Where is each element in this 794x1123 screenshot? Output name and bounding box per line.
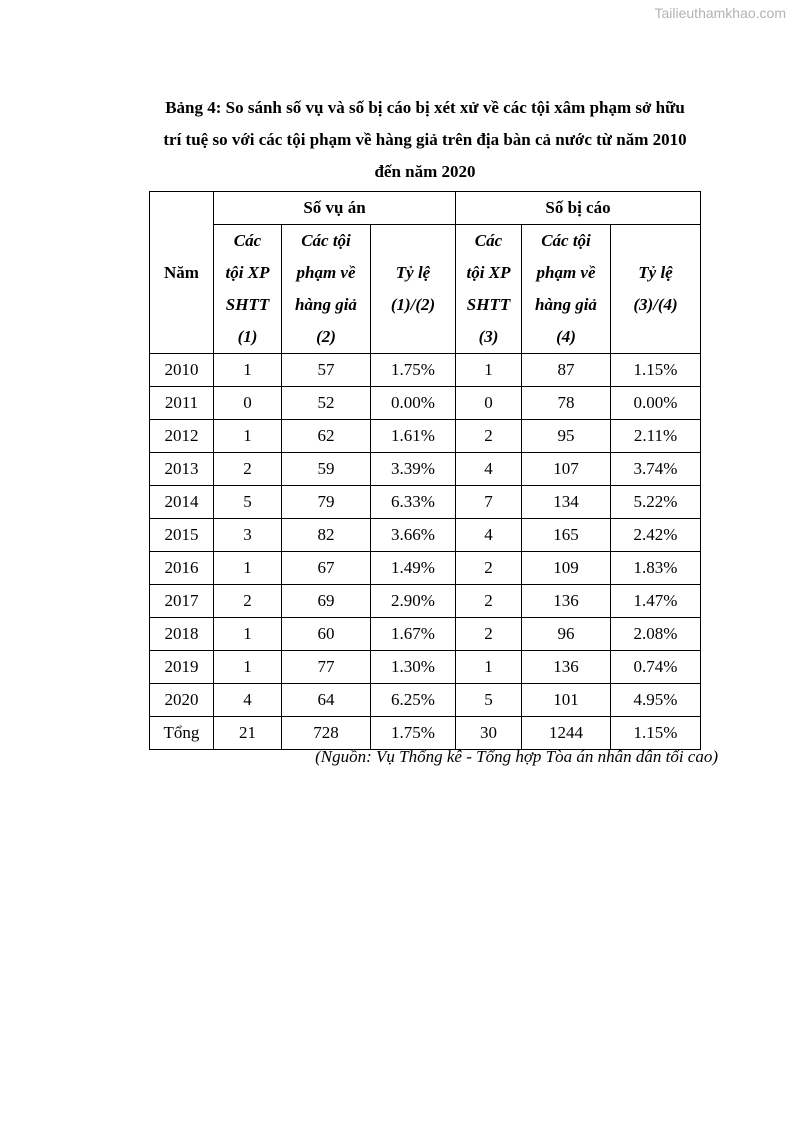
- ratio-cases-cell: 1.30%: [371, 651, 456, 684]
- counterfeit-defendants-cell: 136: [522, 651, 611, 684]
- counterfeit-defendants-cell: 134: [522, 486, 611, 519]
- table-row: [150, 519, 701, 552]
- counterfeit-cases-cell: 77: [282, 651, 371, 684]
- header-line: tội XP: [466, 263, 511, 282]
- counterfeit-cases-cell: 52: [282, 387, 371, 420]
- defendants-group-header: Số bị cáo: [456, 192, 701, 225]
- header-line: Tỷ lệ: [638, 263, 673, 282]
- total-row: [150, 717, 701, 750]
- ratio-cases-cell: 2.90%: [371, 585, 456, 618]
- counterfeit-defendants-cell: 136: [522, 585, 611, 618]
- header-line: SHTT: [466, 295, 511, 314]
- counterfeit-cases-cell: 57: [282, 354, 371, 387]
- ipr-cases-cell: 1: [214, 651, 282, 684]
- ratio-defendants-cell: 2.08%: [611, 618, 701, 651]
- ratio-defendants-cell: 4.95%: [611, 684, 701, 717]
- year-cell: 2010: [150, 354, 214, 387]
- header-line: (1)/(2): [390, 295, 436, 314]
- counterfeit-defendants-cell: 78: [522, 387, 611, 420]
- table-row: [150, 354, 701, 387]
- col-ipr-defendants-header: [456, 225, 522, 354]
- ipr-cases-cell: 0: [214, 387, 282, 420]
- counterfeit-defendants-cell: 96: [522, 618, 611, 651]
- table-row: [150, 552, 701, 585]
- header-row-columns: [150, 225, 701, 354]
- col-ipr-cases-header: [214, 225, 282, 354]
- year-cell: 2012: [150, 420, 214, 453]
- ratio-defendants-cell: 1.47%: [611, 585, 701, 618]
- header-line: hàng giả: [535, 295, 597, 314]
- ratio-defendants-cell: 1.15%: [611, 354, 701, 387]
- table-row: [150, 684, 701, 717]
- header-line: (3): [478, 327, 499, 346]
- year-cell: 2019: [150, 651, 214, 684]
- col-ratio-defendants-header: [611, 225, 701, 354]
- header-line: Các: [233, 231, 262, 250]
- col-ratio-cases-header: [371, 225, 456, 354]
- header-line: tội XP: [225, 263, 270, 282]
- ipr-cases-cell: 1: [214, 618, 282, 651]
- counterfeit-cases-cell: 62: [282, 420, 371, 453]
- ratio-defendants-cell: 0.00%: [611, 387, 701, 420]
- col-counterfeit-cases-header: [282, 225, 371, 354]
- header-line: phạm về: [296, 263, 356, 282]
- table-row: [150, 618, 701, 651]
- header-row-groups: [150, 192, 701, 225]
- year-cell: 2013: [150, 453, 214, 486]
- ratio-cases-cell: 1.67%: [371, 618, 456, 651]
- title-line-3: đến năm 2020: [374, 162, 476, 181]
- ipr-defendants-cell: 1: [456, 354, 522, 387]
- table-row: [150, 651, 701, 684]
- counterfeit-cases-cell: 82: [282, 519, 371, 552]
- ratio-defendants-cell: 1.83%: [611, 552, 701, 585]
- ratio-cases-cell: 3.66%: [371, 519, 456, 552]
- header-line: (1): [237, 327, 258, 346]
- table-row: [150, 486, 701, 519]
- year-cell: 2017: [150, 585, 214, 618]
- year-header: Năm: [150, 192, 214, 354]
- ratio-defendants-cell: 5.22%: [611, 486, 701, 519]
- ratio-cases-cell: 1.61%: [371, 420, 456, 453]
- year-cell: 2018: [150, 618, 214, 651]
- header-line: (2): [316, 327, 336, 346]
- ipr-defendants-cell: 1: [456, 651, 522, 684]
- cases-group-header: Số vụ án: [214, 192, 456, 225]
- ratio-defendants-cell: 0.74%: [611, 651, 701, 684]
- counterfeit-defendants-cell: 101: [522, 684, 611, 717]
- ratio-defendants-cell: 2.11%: [611, 420, 701, 453]
- ipr-cases-cell: 1: [214, 354, 282, 387]
- total-label: Tổng: [150, 717, 214, 750]
- header-line: (3)/(4): [633, 295, 678, 314]
- header-line: SHTT: [225, 295, 270, 314]
- total-counterfeit-defendants-cell: 1244: [522, 717, 611, 750]
- ratio-defendants-cell: 3.74%: [611, 453, 701, 486]
- counterfeit-cases-cell: 59: [282, 453, 371, 486]
- ipr-cases-cell: 2: [214, 585, 282, 618]
- counterfeit-defendants-cell: 107: [522, 453, 611, 486]
- year-cell: 2014: [150, 486, 214, 519]
- total-counterfeit-cases-cell: 728: [282, 717, 371, 750]
- ratio-cases-cell: 6.25%: [371, 684, 456, 717]
- counterfeit-cases-cell: 79: [282, 486, 371, 519]
- table-row: [150, 387, 701, 420]
- ratio-cases-cell: 0.00%: [371, 387, 456, 420]
- ipr-cases-cell: 3: [214, 519, 282, 552]
- ratio-cases-cell: 1.49%: [371, 552, 456, 585]
- ipr-defendants-cell: 4: [456, 519, 522, 552]
- year-cell: 2011: [150, 387, 214, 420]
- header-line: Các tội: [301, 231, 351, 250]
- title-line-1: Bảng 4: So sánh số vụ và số bị cáo bị xét xử về các tội xâm phạm sở hữu: [165, 98, 685, 117]
- table-row: [150, 453, 701, 486]
- year-cell: 2020: [150, 684, 214, 717]
- total-ipr-defendants-cell: 30: [456, 717, 522, 750]
- ipr-defendants-cell: 0: [456, 387, 522, 420]
- ratio-cases-cell: 1.75%: [371, 354, 456, 387]
- counterfeit-cases-cell: 64: [282, 684, 371, 717]
- table-row: [150, 585, 701, 618]
- header-line: Tỷ lệ: [395, 263, 431, 282]
- header-line: Các: [474, 231, 503, 250]
- counterfeit-defendants-cell: 87: [522, 354, 611, 387]
- col-counterfeit-defendants-header: [522, 225, 611, 354]
- header-line: (4): [556, 327, 576, 346]
- ipr-defendants-cell: 2: [456, 585, 522, 618]
- ipr-cases-cell: 1: [214, 552, 282, 585]
- ratio-defendants-cell: 2.42%: [611, 519, 701, 552]
- ratio-cases-cell: 6.33%: [371, 486, 456, 519]
- total-ipr-cases-cell: 21: [214, 717, 282, 750]
- ipr-defendants-cell: 2: [456, 552, 522, 585]
- year-cell: 2015: [150, 519, 214, 552]
- counterfeit-cases-cell: 67: [282, 552, 371, 585]
- ipr-defendants-cell: 7: [456, 486, 522, 519]
- ratio-cases-cell: 3.39%: [371, 453, 456, 486]
- ipr-cases-cell: 2: [214, 453, 282, 486]
- counterfeit-defendants-cell: 165: [522, 519, 611, 552]
- ipr-cases-cell: 4: [214, 684, 282, 717]
- total-ratio-defendants-cell: 1.15%: [611, 717, 701, 750]
- ipr-cases-cell: 1: [214, 420, 282, 453]
- title-line-2: trí tuệ so với các tội phạm về hàng giả trên địa bàn cả nước từ năm 2010: [163, 130, 687, 149]
- counterfeit-cases-cell: 69: [282, 585, 371, 618]
- ipr-cases-cell: 5: [214, 486, 282, 519]
- header-line: phạm về: [536, 263, 596, 282]
- table-title: [100, 92, 750, 188]
- ipr-defendants-cell: 2: [456, 618, 522, 651]
- counterfeit-cases-cell: 60: [282, 618, 371, 651]
- header-line: hàng giả: [295, 295, 357, 314]
- table-row: [150, 420, 701, 453]
- comparison-table: [149, 191, 701, 750]
- year-cell: 2016: [150, 552, 214, 585]
- ipr-defendants-cell: 4: [456, 453, 522, 486]
- header-line: Các tội: [541, 231, 591, 250]
- ipr-defendants-cell: 2: [456, 420, 522, 453]
- counterfeit-defendants-cell: 109: [522, 552, 611, 585]
- source-note: (Nguồn: Vụ Thống kê - Tổng hợp Tòa án nhân dân tối cao): [315, 747, 718, 766]
- table-body: [150, 354, 701, 750]
- total-ratio-cases-cell: 1.75%: [371, 717, 456, 750]
- watermark: Tailieuthamkhao.com: [654, 5, 786, 21]
- ipr-defendants-cell: 5: [456, 684, 522, 717]
- counterfeit-defendants-cell: 95: [522, 420, 611, 453]
